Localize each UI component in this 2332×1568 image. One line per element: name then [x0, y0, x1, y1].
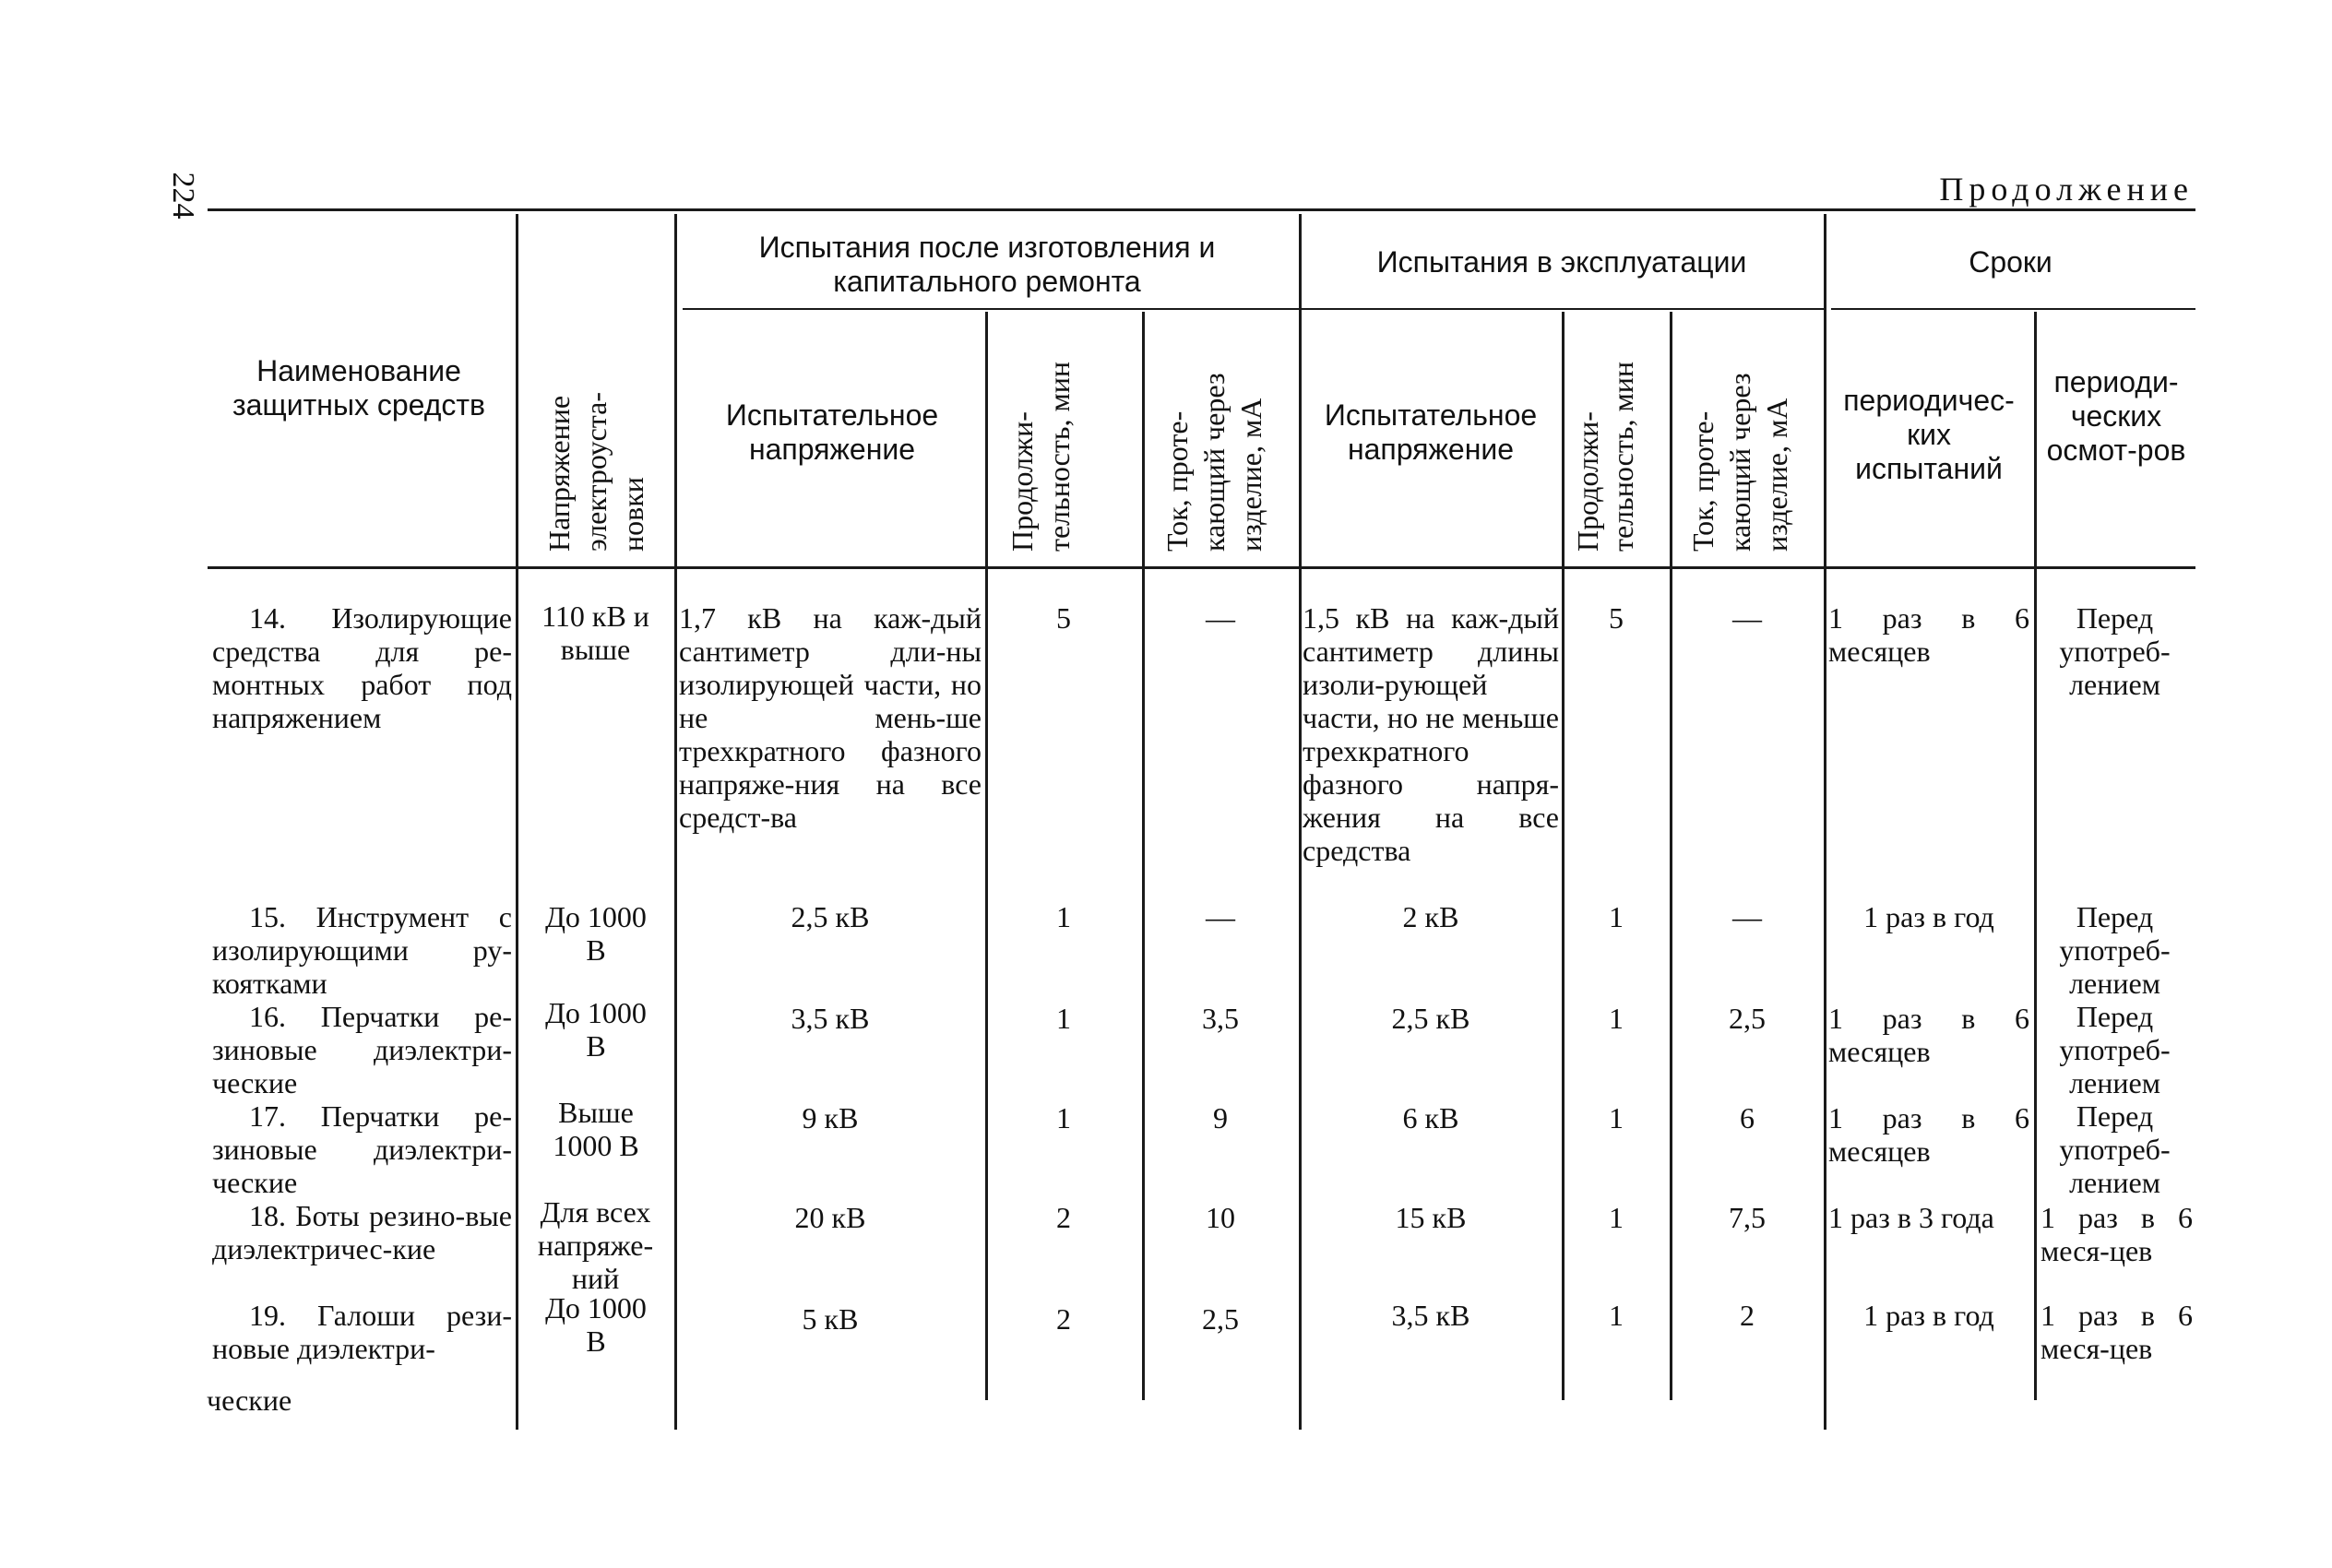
row-17-periodic-inspections: Перед употреб-лением: [2059, 1099, 2171, 1199]
row-17-op-current: 6: [1740, 1101, 1755, 1134]
row-17-periodic-tests: 1 раз в 6 месяцев: [1828, 1101, 2029, 1168]
row-15-mf-duration: 1: [1056, 900, 1071, 933]
column-divider: [1299, 214, 1302, 1430]
row-16-op-voltage: 2,5 кВ: [1391, 1002, 1470, 1035]
row-16-mf-voltage: 3,5 кВ: [791, 1002, 870, 1035]
column-divider: [2034, 312, 2037, 1400]
row-14-mf-voltage: 1,7 кВ на каж-дый сантиметр дли-ны изолирующей части, но не мень-ше трехкратного фазного напряже-ния на все средст-ва: [679, 601, 982, 834]
header-operation-group: Испытания в эксплуатации: [1376, 245, 1747, 279]
row-19-mf-voltage: 5 кВ: [802, 1302, 859, 1336]
row-15-name: 15. Инструмент с изолирующими ру-коятками: [212, 900, 512, 1000]
row-16-name: 16. Перчатки ре-зиновые диэлектри-ческие: [212, 1000, 512, 1099]
row-19-op-voltage: 3,5 кВ: [1391, 1299, 1470, 1332]
row-18-voltage: Для всех напряже-ний: [537, 1195, 654, 1295]
row-14-voltage: 110 кВ и выше: [541, 600, 649, 666]
row-19-op-duration: 1: [1609, 1299, 1624, 1332]
header-test-voltage-operation: Испытательное напряжение: [1324, 398, 1538, 466]
row-15-op-duration: 1: [1609, 900, 1624, 933]
row-19-op-current: 2: [1740, 1299, 1755, 1332]
row-15-op-current: —: [1732, 900, 1762, 933]
header-test-voltage: Испытательное напряжение: [725, 398, 939, 466]
row-14-mf-current: —: [1206, 601, 1235, 635]
row-16-op-current: 2,5: [1729, 1002, 1766, 1035]
header-periodic-tests: периодичес-ких испытаний: [1843, 384, 2015, 485]
header-terms-group: Сроки: [1969, 245, 2052, 279]
row-15-mf-current: —: [1206, 900, 1235, 933]
group-underline-operation: [1301, 308, 1826, 310]
column-divider: [1824, 214, 1826, 1430]
header-current-operation: Ток, проте-кающий через изделие, мА: [1686, 373, 1793, 552]
row-19-mf-duration: 2: [1056, 1302, 1071, 1336]
column-divider: [1562, 312, 1565, 1400]
column-divider: [985, 312, 988, 1400]
row-19-periodic-inspections: 1 раз в 6 меся-цев: [2040, 1299, 2193, 1365]
row-16-mf-duration: 1: [1056, 1002, 1071, 1035]
row-16-mf-current: 3,5: [1202, 1002, 1239, 1035]
row-15-mf-voltage: 2,5 кВ: [791, 900, 870, 933]
row-19-voltage: До 1000 В: [545, 1291, 647, 1358]
row-17-op-voltage: 6 кВ: [1402, 1101, 1459, 1134]
row-15-periodic-tests: 1 раз в год: [1863, 900, 1994, 933]
row-18-mf-current: 10: [1206, 1201, 1235, 1234]
row-15-op-voltage: 2 кВ: [1402, 900, 1459, 933]
row-16-periodic-inspections: Перед употреб-лением: [2059, 1000, 2171, 1099]
header-current: Ток, проте-кающий через изделие, мА: [1160, 373, 1267, 552]
header-manufacture-group: Испытания после изготовления и капитального ремонта: [758, 231, 1216, 298]
row-14-periodic-inspections: Перед употреб-лением: [2059, 601, 2171, 701]
row-18-periodic-inspections: 1 раз в 6 меся-цев: [2040, 1201, 2193, 1267]
row-17-voltage: Выше 1000 В: [553, 1096, 639, 1162]
row-17-op-duration: 1: [1609, 1101, 1624, 1134]
header-duration: Продолжи-тельность, мин: [1005, 362, 1076, 552]
row-15-voltage: До 1000 В: [545, 900, 647, 967]
row-14-mf-duration: 5: [1056, 601, 1071, 635]
row-19-periodic-tests: 1 раз в год: [1863, 1299, 1994, 1332]
column-divider: [516, 214, 518, 1430]
row-14-op-current: —: [1732, 601, 1762, 635]
row-15-periodic-inspections: Перед употреб-лением: [2059, 900, 2171, 1000]
row-17-mf-voltage: 9 кВ: [802, 1101, 859, 1134]
row-18-mf-duration: 2: [1056, 1201, 1071, 1234]
row-18-op-current: 7,5: [1729, 1201, 1766, 1234]
row-14-name: 14. Изолирующие средства для ре-монтных работ под напряжением: [212, 601, 512, 734]
row-19-mf-current: 2,5: [1202, 1302, 1239, 1336]
header-bottom-rule: [208, 566, 2195, 569]
header-duration-operation: Продолжи-тельность, мин: [1571, 362, 1639, 552]
header-name: Наименование защитных средств: [232, 354, 486, 422]
continuation-label: Продолжение: [1939, 171, 2194, 208]
row-19-name-tail: ческие: [207, 1384, 292, 1417]
row-14-op-voltage: 1,5 кВ на каж-дый сантиметр длины изоли-рующей части, но не меньше трехкратного фазного напря-жения на все средства: [1303, 601, 1559, 867]
row-17-mf-duration: 1: [1056, 1101, 1071, 1134]
group-underline-terms: [1831, 308, 2195, 310]
row-18-name: 18. Боты резино-вые диэлектричес-кие: [212, 1199, 512, 1265]
row-16-voltage: До 1000 В: [545, 996, 647, 1063]
page-number: 224: [166, 172, 200, 220]
row-18-op-duration: 1: [1609, 1201, 1624, 1234]
header-voltage: Напряжение электроуста-новки: [542, 391, 649, 552]
header-periodic-inspections: периоди-ческих осмот-ров: [2046, 365, 2186, 467]
column-divider: [674, 214, 677, 1430]
row-16-op-duration: 1: [1609, 1002, 1624, 1035]
row-18-op-voltage: 15 кВ: [1395, 1201, 1467, 1234]
row-16-periodic-tests: 1 раз в 6 месяцев: [1828, 1002, 2029, 1068]
row-17-mf-current: 9: [1213, 1101, 1228, 1134]
group-underline-manufacture: [683, 308, 1299, 310]
row-18-mf-voltage: 20 кВ: [794, 1201, 866, 1234]
column-divider: [1142, 312, 1145, 1400]
row-18-periodic-tests: 1 раз в 3 года: [1828, 1201, 1994, 1234]
row-14-op-duration: 5: [1609, 601, 1624, 635]
row-14-periodic-tests: 1 раз в 6 месяцев: [1828, 601, 2029, 668]
row-19-name: 19. Галоши рези-новые диэлектри-: [212, 1299, 512, 1365]
row-17-name: 17. Перчатки ре-зиновые диэлектри-ческие: [212, 1099, 512, 1199]
top-rule: [208, 208, 2195, 211]
